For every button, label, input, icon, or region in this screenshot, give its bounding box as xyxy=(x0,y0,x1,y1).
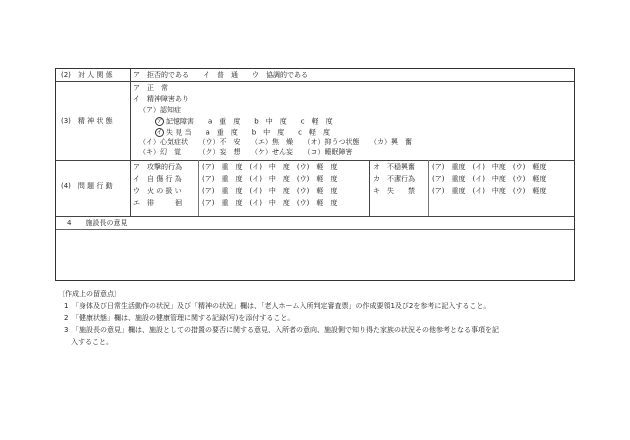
note-3: 3 「施設長の意見」欄は、施設としての措置の要否に関する意見、入所者の意向、施設側で知り得た家族の状況その他参考となる事項を記 xyxy=(64,326,499,334)
section3-label: (3) 精 神 状 態 xyxy=(61,117,113,125)
row-divider xyxy=(56,160,574,161)
mental-disorder: イ 精神障害あり xyxy=(133,95,189,103)
behavior-grade: (ア) 重度 (イ) 中度 (ウ) 軽度 xyxy=(432,187,547,195)
behavior-item: オ 不穏興奮 xyxy=(373,163,415,171)
director-opinion-field[interactable] xyxy=(56,230,574,280)
section2-options: ア 拒否的である イ 普 通 ウ 協調的である xyxy=(133,71,308,79)
section4-label: (4) 問 題 行 動 xyxy=(61,182,113,190)
disorientation: 失 見 当 a 重 度 b 中 度 c 軽 度 xyxy=(166,128,331,137)
circled-mark: ア xyxy=(156,118,163,125)
section2-label: (2) 対 人 関 係 xyxy=(61,71,113,79)
director-opinion-label: 4 施設長の意見 xyxy=(67,219,128,227)
dementia: （ア）認知症 xyxy=(139,106,181,114)
memory-impairment-row xyxy=(155,117,333,126)
behavior-grade: (ア) 重度 (イ) 中度 (ウ) 軽度 xyxy=(432,163,547,171)
note-2: 2 「健康状態」欄は、施設の健康管理に関する記録(写)を添付すること。 xyxy=(64,314,295,322)
row-divider xyxy=(56,81,574,82)
behavior-item: キ 失 禁 xyxy=(373,187,415,195)
other-symptoms-2: （キ）幻 覚 （ク）妄 想 （ケ）せん妄 （コ）睡眠障害 xyxy=(139,148,353,156)
behavior-grade: (ア) 重 度 (イ) 中 度 (ウ) 軽 度 xyxy=(202,187,338,195)
notes-title: 〔作成上の留意点〕 xyxy=(58,290,121,298)
behavior-item: イ 自 傷 行 為 xyxy=(133,175,182,183)
disorientation-row xyxy=(155,128,330,137)
memory-impairment: 記憶障害 a 重 度 b 中 度 c 軽 度 xyxy=(166,117,333,126)
label-column-divider xyxy=(130,69,131,216)
problem-behavior-divider xyxy=(369,160,370,216)
grade-divider xyxy=(428,160,429,216)
behavior-item: ア 攻撃的行為 xyxy=(133,163,182,171)
behavior-grade: (ア) 重 度 (イ) 中 度 (ウ) 軽 度 xyxy=(202,175,338,183)
behavior-grade: (ア) 重 度 (イ) 中 度 (ウ) 軽 度 xyxy=(202,163,338,171)
behavior-item: ウ 火 の 扱 い xyxy=(133,187,182,195)
mental-normal: ア 正 常 xyxy=(133,84,168,92)
assessment-form xyxy=(55,68,575,281)
other-symptoms-1: （イ）心気症状 （ウ）不 安 （エ）焦 燥 （オ）抑うつ状態 （カ）興 奮 xyxy=(139,138,412,146)
note-3-continued: 入すること。 xyxy=(64,338,113,346)
note-1: 1 「身体及び日常生活動作の状況」及び「精神の状況」欄は、「老人ホーム入所判定審査票」の作成要領1及び2を参考に記入すること。 xyxy=(64,302,491,310)
behavior-item: エ 徘 徊 xyxy=(133,199,182,207)
circled-mark: イ xyxy=(156,129,163,136)
behavior-item: カ 不潔行為 xyxy=(373,175,415,183)
behavior-grade: (ア) 重 度 (イ) 中 度 (ウ) 軽 度 xyxy=(202,199,338,207)
grade-divider xyxy=(198,160,199,216)
behavior-grade: (ア) 重度 (イ) 中度 (ウ) 軽度 xyxy=(432,175,547,183)
row-divider xyxy=(56,216,574,217)
